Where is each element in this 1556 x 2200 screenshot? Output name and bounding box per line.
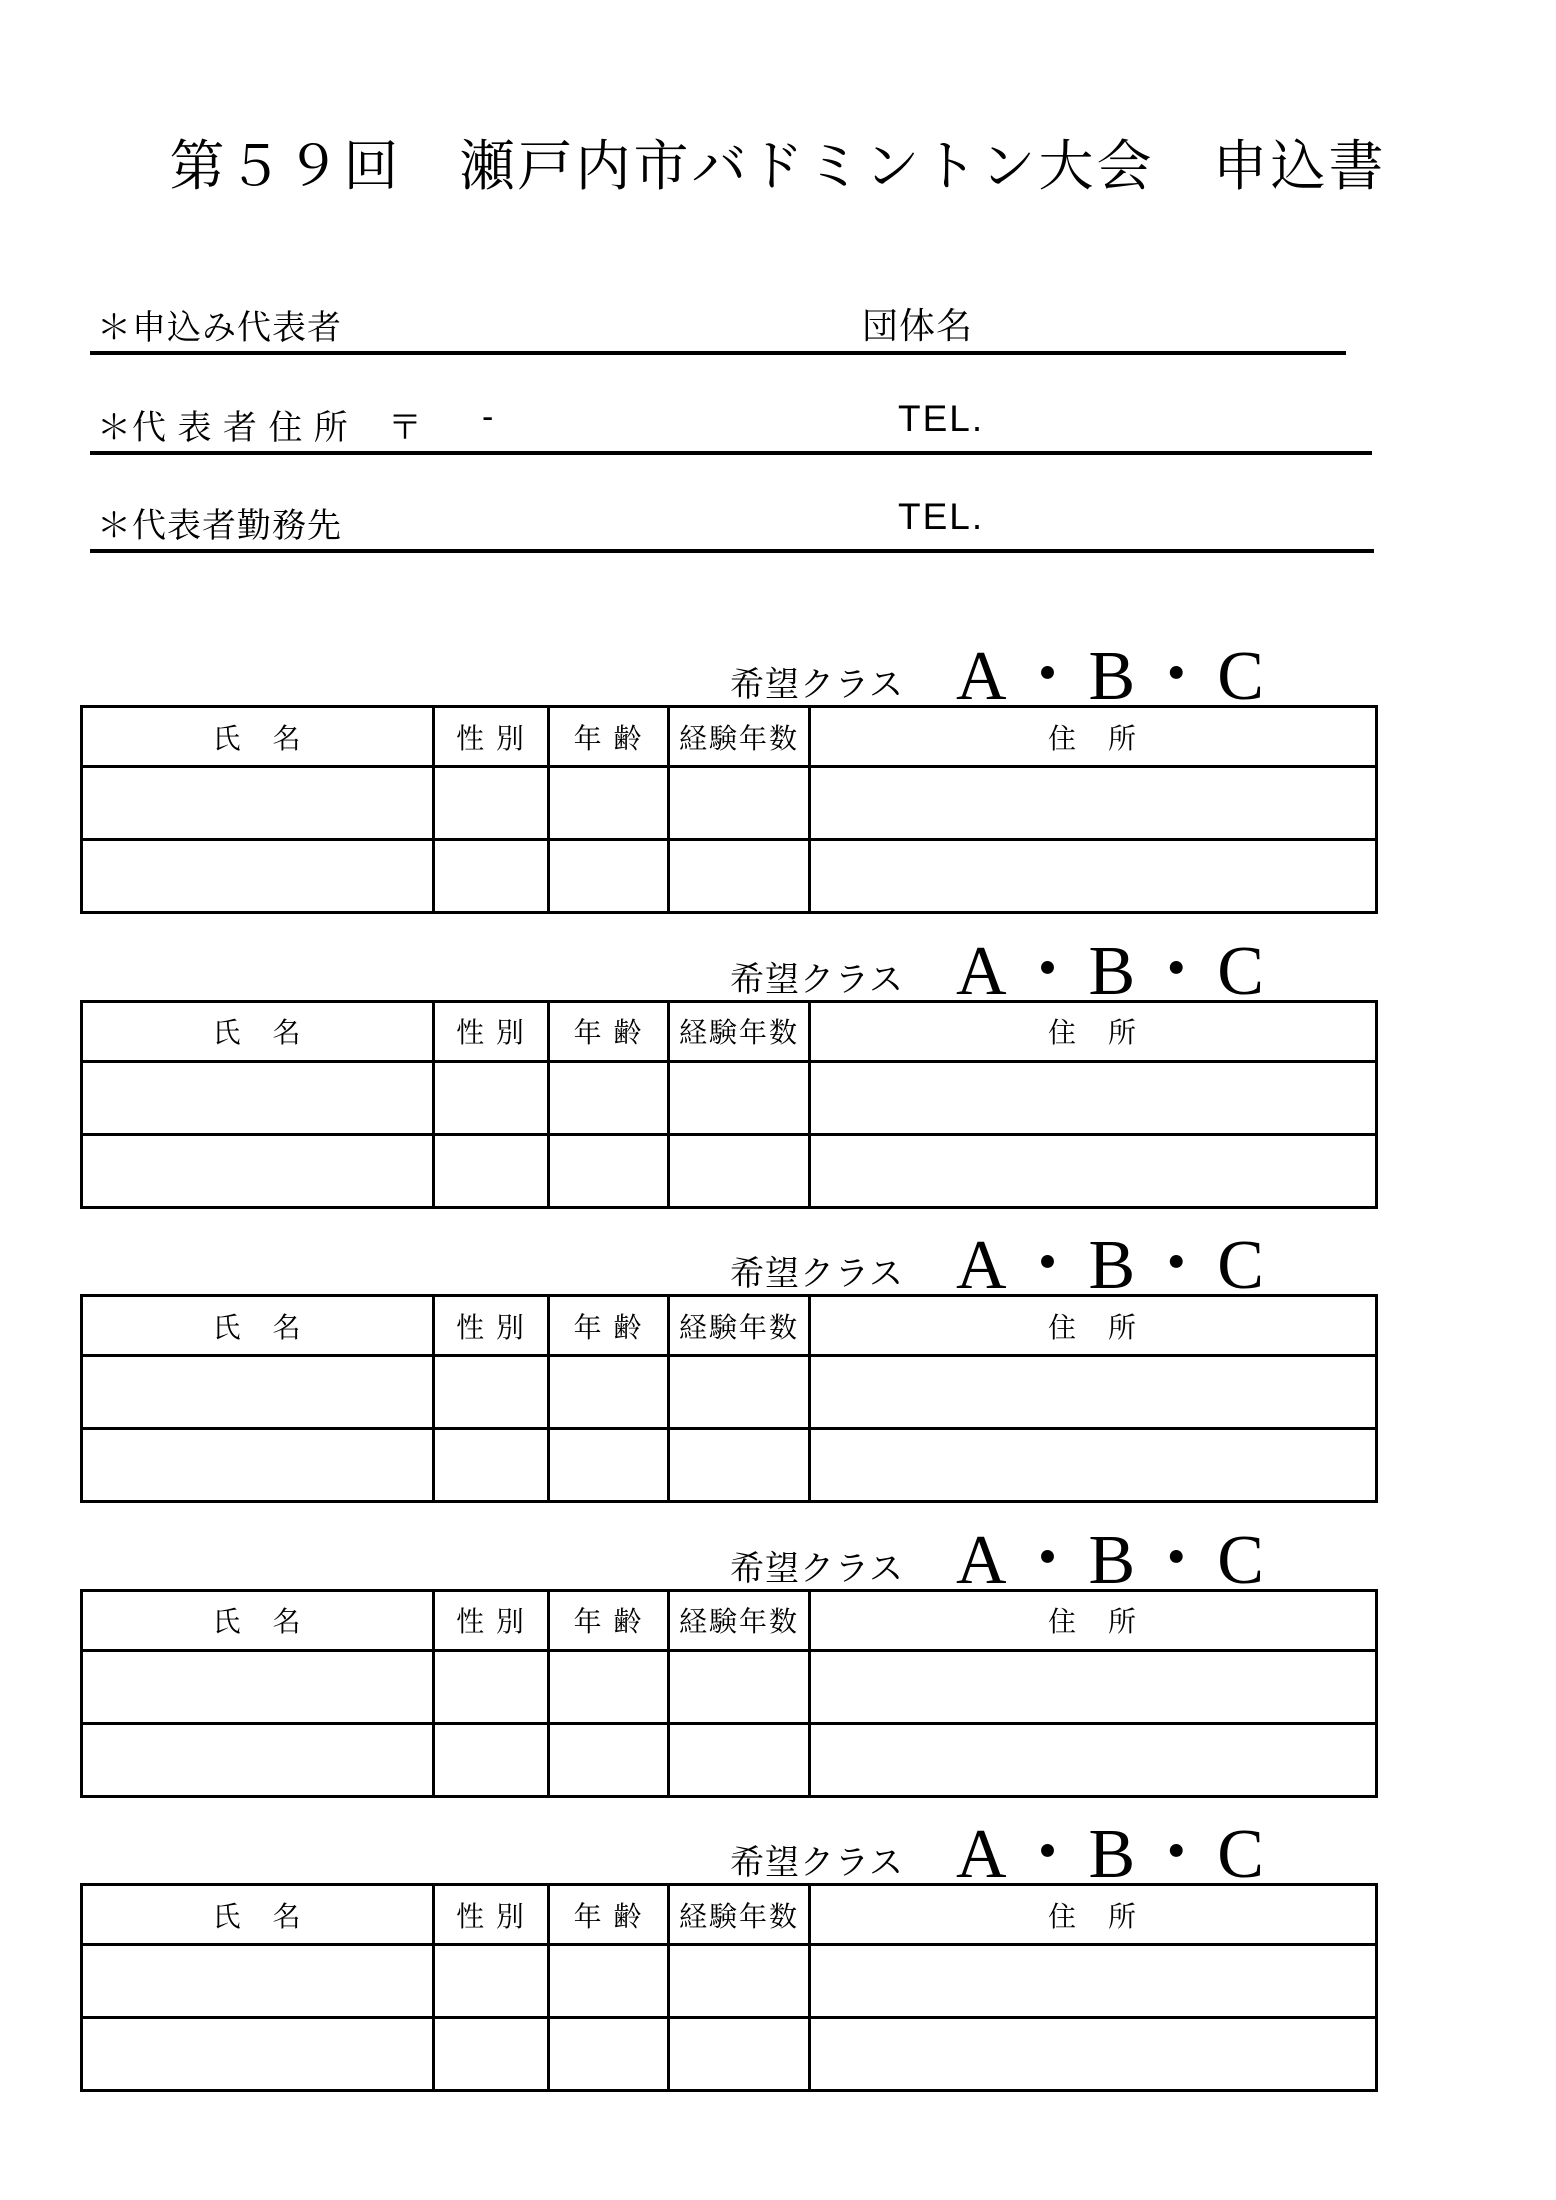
entry-cell-experience[interactable] xyxy=(669,767,810,840)
entry-cell-address[interactable] xyxy=(810,1356,1377,1429)
entry-cell-experience[interactable] xyxy=(669,1650,810,1723)
entry-table xyxy=(80,705,1378,914)
entry-cell-experience[interactable] xyxy=(669,1356,810,1429)
entry-cell-age[interactable] xyxy=(549,840,669,913)
class-section xyxy=(0,922,1556,1217)
col-header-address: 住 所 xyxy=(810,1001,1377,1061)
address-and-tel-write-line[interactable] xyxy=(90,451,1372,455)
col-header-experience: 経験年数 xyxy=(669,1001,810,1061)
col-header-experience: 経験年数 xyxy=(669,1296,810,1356)
col-header-name: 氏 名 xyxy=(82,1885,434,1945)
workplace-and-tel-write-line[interactable] xyxy=(90,549,1374,553)
entry-row xyxy=(82,767,1377,840)
class-choice-line xyxy=(0,1805,1556,1893)
col-header-age: 年 齢 xyxy=(549,1296,669,1356)
entry-cell-gender[interactable] xyxy=(434,1429,549,1502)
entry-cell-experience[interactable] xyxy=(669,1945,810,2018)
entry-cell-experience[interactable] xyxy=(669,2018,810,2091)
entry-cell-name[interactable] xyxy=(82,1723,434,1796)
col-header-name: 氏 名 xyxy=(82,707,434,767)
entry-row xyxy=(82,1356,1377,1429)
entry-cell-gender[interactable] xyxy=(434,840,549,913)
col-header-age: 年 齢 xyxy=(549,1590,669,1650)
class-sections xyxy=(0,627,1556,2100)
class-section xyxy=(0,1805,1556,2100)
class-options-abc: A・B・C xyxy=(956,638,1270,715)
entry-cell-experience[interactable] xyxy=(669,1723,810,1796)
postal-code-dash: - xyxy=(482,398,495,436)
entry-cell-gender[interactable] xyxy=(434,1650,549,1723)
applicant-representative-label: ＊申込み代表者 xyxy=(97,309,342,347)
entry-cell-age[interactable] xyxy=(549,1356,669,1429)
col-header-experience: 経験年数 xyxy=(669,707,810,767)
class-choice-line xyxy=(0,922,1556,1010)
col-header-experience: 経験年数 xyxy=(669,1590,810,1650)
class-options-abc: A・B・C xyxy=(956,1227,1270,1304)
col-header-experience: 経験年数 xyxy=(669,1885,810,1945)
entry-cell-address[interactable] xyxy=(810,1061,1377,1134)
entry-cell-experience[interactable] xyxy=(669,1134,810,1207)
entry-cell-name[interactable] xyxy=(82,2018,434,2091)
entry-cell-name[interactable] xyxy=(82,1945,434,2018)
entry-cell-address[interactable] xyxy=(810,1945,1377,2018)
page-title: 第５９回 瀬戸内市バドミントン大会 申込書 xyxy=(169,135,1387,197)
col-header-gender: 性 別 xyxy=(434,1296,549,1356)
col-header-age: 年 齢 xyxy=(549,707,669,767)
entry-cell-gender[interactable] xyxy=(434,1723,549,1796)
class-section xyxy=(0,1216,1556,1511)
entry-cell-age[interactable] xyxy=(549,1061,669,1134)
workplace-tel-label: TEL. xyxy=(898,496,985,537)
entry-row xyxy=(82,840,1377,913)
entry-row xyxy=(82,1723,1377,1796)
entry-cell-gender[interactable] xyxy=(434,1134,549,1207)
entry-table xyxy=(80,1883,1378,2092)
entry-cell-name[interactable] xyxy=(82,1134,434,1207)
entry-cell-name[interactable] xyxy=(82,1356,434,1429)
col-header-gender: 性 別 xyxy=(434,707,549,767)
col-header-address: 住 所 xyxy=(810,1296,1377,1356)
entry-cell-name[interactable] xyxy=(82,767,434,840)
col-header-name: 氏 名 xyxy=(82,1296,434,1356)
col-header-gender: 性 別 xyxy=(434,1885,549,1945)
entry-cell-gender[interactable] xyxy=(434,1356,549,1429)
preferred-class-label: 希望クラス xyxy=(730,1549,904,1588)
entry-row xyxy=(82,1429,1377,1502)
col-header-address: 住 所 xyxy=(810,1590,1377,1650)
col-header-name: 氏 名 xyxy=(82,1001,434,1061)
entry-row xyxy=(82,1650,1377,1723)
entry-cell-address[interactable] xyxy=(810,1429,1377,1502)
representative-address-label: ＊代 表 者 住 所 xyxy=(97,409,349,447)
representative-and-group-write-line[interactable] xyxy=(90,351,1346,355)
class-choice-line xyxy=(0,1511,1556,1599)
entry-cell-gender[interactable] xyxy=(434,767,549,840)
entry-row xyxy=(82,1134,1377,1207)
entry-cell-address[interactable] xyxy=(810,840,1377,913)
address-tel-label: TEL. xyxy=(898,398,985,439)
entry-cell-address[interactable] xyxy=(810,2018,1377,2091)
entry-cell-age[interactable] xyxy=(549,1429,669,1502)
entry-cell-address[interactable] xyxy=(810,767,1377,840)
postal-mark: 〒 xyxy=(388,409,423,447)
entry-cell-experience[interactable] xyxy=(669,1061,810,1134)
entry-row xyxy=(82,1945,1377,2018)
entry-cell-age[interactable] xyxy=(549,1650,669,1723)
entry-cell-name[interactable] xyxy=(82,1061,434,1134)
col-header-address: 住 所 xyxy=(810,707,1377,767)
class-choice-line xyxy=(0,627,1556,715)
col-header-age: 年 齢 xyxy=(549,1885,669,1945)
entry-cell-address[interactable] xyxy=(810,1134,1377,1207)
entry-cell-age[interactable] xyxy=(549,767,669,840)
entry-cell-gender[interactable] xyxy=(434,2018,549,2091)
group-name-label: 団体名 xyxy=(862,305,974,346)
preferred-class-label: 希望クラス xyxy=(730,1255,904,1293)
preferred-class-label: 希望クラス xyxy=(730,1844,904,1882)
col-header-address: 住 所 xyxy=(810,1885,1377,1945)
class-options-abc: A・B・C xyxy=(956,932,1270,1010)
entry-row xyxy=(82,1061,1377,1134)
entry-cell-name[interactable] xyxy=(82,1650,434,1723)
col-header-name: 氏 名 xyxy=(82,1590,434,1650)
entry-cell-gender[interactable] xyxy=(434,1061,549,1134)
representative-workplace-label: ＊代表者勤務先 xyxy=(97,507,342,545)
entry-cell-address[interactable] xyxy=(810,1723,1377,1796)
entry-cell-age[interactable] xyxy=(549,1945,669,2018)
entry-cell-age[interactable] xyxy=(549,1134,669,1207)
entry-table xyxy=(80,1294,1378,1503)
entry-table xyxy=(80,1589,1378,1798)
entry-cell-experience[interactable] xyxy=(669,840,810,913)
class-options-abc: A・B・C xyxy=(956,1521,1270,1599)
entry-table xyxy=(80,1000,1378,1209)
entry-row xyxy=(82,2018,1377,2091)
entry-cell-address[interactable] xyxy=(810,1650,1377,1723)
col-header-gender: 性 別 xyxy=(434,1590,549,1650)
class-section xyxy=(0,627,1556,922)
entry-cell-name[interactable] xyxy=(82,840,434,913)
preferred-class-label: 希望クラス xyxy=(730,666,904,704)
class-section xyxy=(0,1511,1556,1806)
entry-cell-age[interactable] xyxy=(549,2018,669,2091)
col-header-gender: 性 別 xyxy=(434,1001,549,1061)
entry-cell-experience[interactable] xyxy=(669,1429,810,1502)
entry-cell-name[interactable] xyxy=(82,1429,434,1502)
class-options-abc: A・B・C xyxy=(956,1816,1270,1893)
entry-cell-gender[interactable] xyxy=(434,1945,549,2018)
entry-cell-age[interactable] xyxy=(549,1723,669,1796)
class-choice-line xyxy=(0,1216,1556,1304)
col-header-age: 年 齢 xyxy=(549,1001,669,1061)
preferred-class-label: 希望クラス xyxy=(730,960,904,999)
